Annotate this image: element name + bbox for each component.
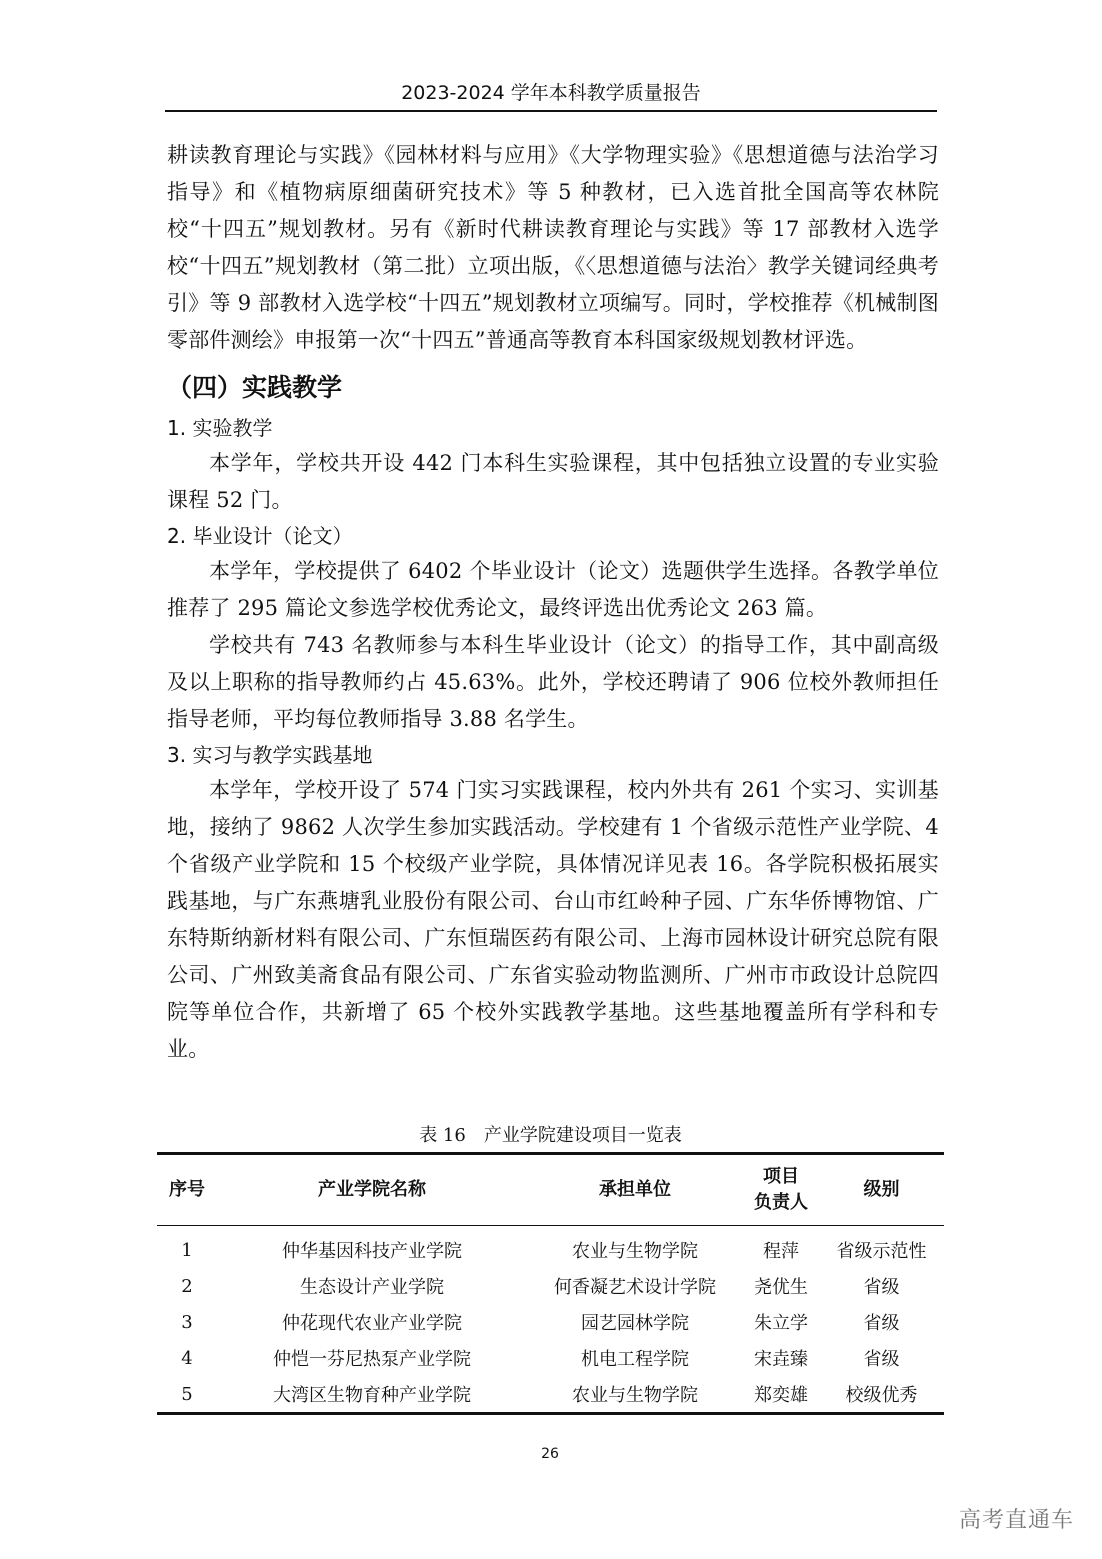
cell-leader: 尧优生: [754, 1277, 808, 1298]
cell-leader: 程萍: [763, 1241, 799, 1262]
page-header: 2023-2024 学年本科教学质量报告: [401, 82, 701, 104]
header-leader-line2: 负责人: [754, 1192, 808, 1213]
table-caption: 表 16 产业学院建设项目一览表: [419, 1125, 682, 1146]
industry-college-table: [157, 1152, 944, 1415]
page-number: 26: [541, 1446, 559, 1462]
cell-level: 省级: [863, 1349, 900, 1370]
table-row: [157, 1376, 944, 1414]
subsection-title-3: 3. 实习与教学实践基地: [167, 743, 373, 767]
cell-level: 省级示范性: [836, 1241, 927, 1262]
cell-name: 生态设计产业学院: [300, 1277, 444, 1298]
cell-level: 省级: [863, 1277, 900, 1298]
cell-seq: 4: [181, 1347, 193, 1369]
watermark: 高考直通车: [958, 1508, 1074, 1533]
intro-paragraph: 耕读教育理论与实践》《园林材料与应用》《大学物理实验》《思想道德与法治学习指导》和《植物病原细菌研究技术》等 5 种教材，已入选首批全国高等农林院校“十四五”规划教材。另有《新时代耕读教育理论与实践》等 17 部教材入选学校“十四五”规划教材（第二批）立项出版，《〈思想道德与法治〉教学关键词经典考引》等 9 部教材入选学校“十四五”规划教材立项编写。同时，学校推荐《机械制图零部件测绘》申报第一次“十四五”普通高等教育本科国家级规划教材评选。: [167, 143, 939, 352]
table-row: [157, 1268, 944, 1304]
section-title: （四）实践教学: [167, 373, 343, 402]
header-name: 产业学院名称: [318, 1179, 426, 1200]
cell-unit: 机电工程学院: [581, 1349, 689, 1370]
subsection-title-1: 1. 实验教学: [167, 416, 273, 440]
cell-name: 大湾区生物育种产业学院: [273, 1385, 471, 1406]
subsection-2-paragraph-1: 本学年，学校提供了 6402 个毕业设计（论文）选题供学生选择。各教学单位推荐了 295 篇论文参选学校优秀论文，最终评选出优秀论文 263 篇。: [167, 559, 939, 620]
cell-seq: 3: [181, 1311, 193, 1333]
cell-unit: 园艺园林学院: [581, 1313, 689, 1334]
cell-unit: 何香凝艺术设计学院: [554, 1277, 716, 1298]
header-seq: 序号: [169, 1179, 205, 1200]
cell-leader: 宋垚臻: [754, 1349, 808, 1370]
cell-level: 校级优秀: [845, 1385, 918, 1406]
cell-level: 省级: [863, 1313, 900, 1334]
cell-name: 仲华基因科技产业学院: [282, 1241, 462, 1262]
cell-seq: 1: [181, 1239, 193, 1261]
header-unit: 承担单位: [599, 1179, 671, 1200]
header-leader: [743, 1154, 819, 1226]
header-rule: [165, 110, 937, 112]
header-leader-line1: 项目: [763, 1166, 799, 1187]
cell-seq: 2: [181, 1275, 193, 1297]
cell-leader: 郑奕雄: [754, 1385, 808, 1406]
cell-unit: 农业与生物学院: [572, 1241, 698, 1262]
subsection-1-paragraph: 本学年，学校共开设 442 门本科生实验课程，其中包括独立设置的专业实验课程 52 门。: [167, 451, 939, 512]
cell-seq: 5: [181, 1383, 193, 1405]
cell-name: 仲花现代农业产业学院: [282, 1313, 462, 1334]
subsection-title-2: 2. 毕业设计（论文）: [167, 524, 353, 548]
header-level: 级别: [863, 1179, 900, 1200]
cell-unit: 农业与生物学院: [572, 1385, 698, 1406]
subsection-2-paragraph-2: 学校共有 743 名教师参与本科生毕业设计（论文）的指导工作，其中副高级及以上职称的指导教师约占 45.63%。此外，学校还聘请了 906 位校外教师担任指导老师，平均每位教师指导 3.88 名学生。: [167, 633, 939, 731]
cell-name: 仲恺一芬尼热泵产业学院: [273, 1349, 471, 1370]
table-row: [157, 1226, 944, 1269]
subsection-3-paragraph: 本学年，学校开设了 574 门实习实践课程，校内外共有 261 个实习、实训基地，接纳了 9862 人次学生参加实践活动。学校建有 1 个省级示范性产业学院、4 个省级产业学院和 15 个校级产业学院，具体情况详见表 16。各学院积极拓展实践基地，与广东燕塘乳业股份有限公司、台山市红岭种子园、广东华侨博物馆、广东特斯纳新材料有限公司、广东恒瑞医药有限公司、上海市园林设计研究总院有限公司、广州致美斋食品有限公司、广东省实验动物监测所、广州市市政设计总院四院等单位合作，共新增了 65 个校外实践教学基地。这些基地覆盖所有学科和专业。: [167, 778, 939, 1061]
table-header-row: [157, 1154, 944, 1226]
page-content: [167, 137, 939, 1068]
cell-leader: 朱立学: [754, 1313, 808, 1334]
table-row: [157, 1340, 944, 1376]
table-row: [157, 1304, 944, 1340]
